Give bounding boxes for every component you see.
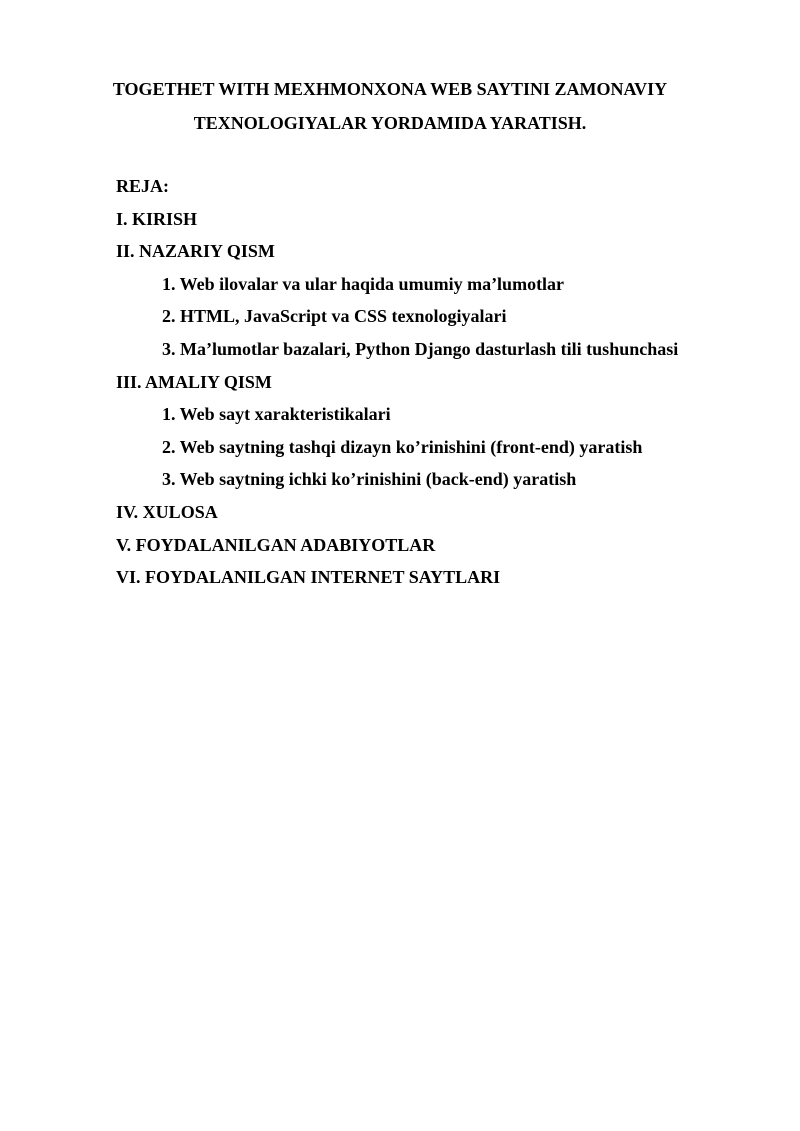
plan-item-subsection: 2. HTML, JavaScript va CSS texnologiyalari [162,306,507,327]
plan-item-section: V. FOYDALANILGAN ADABIYOTLAR [116,534,436,555]
title-line-2: TEXNOLOGIYALAR YORDAMIDA YARATISH. [193,113,587,133]
document-title [100,72,680,140]
plan-item-section: III. AMALIY QISM [116,371,272,392]
plan-item-subsection: 3. Ma’lumotlar bazalari, Python Django dasturlash tili tushunchasi [162,338,679,359]
plan-outline [116,170,776,594]
plan-heading: REJA: [116,176,169,196]
plan-item-subsection: 1. Web ilovalar va ular haqida umumiy ma’lumotlar [162,273,565,294]
plan-item-subsection: 3. Web saytning ichki ko’rinishini (back-end) yaratish [162,469,577,490]
plan-item-subsection: 1. Web sayt xarakteristikalari [162,404,391,425]
plan-item-section: IV. XULOSA [116,501,218,522]
plan-item-subsection: 2. Web saytning tashqi dizayn ko’rinishini (front-end) yaratish [162,436,643,457]
plan-item-section: I. KIRISH [116,208,198,229]
plan-item-section: II. NAZARIY QISM [116,241,275,262]
title-line-1: TOGETHET WITH MEXHMONXONA WEB SAYTINI ZAMONAVIY [112,79,668,99]
plan-item-section: VI. FOYDALANILGAN INTERNET SAYTLARI [116,567,501,588]
